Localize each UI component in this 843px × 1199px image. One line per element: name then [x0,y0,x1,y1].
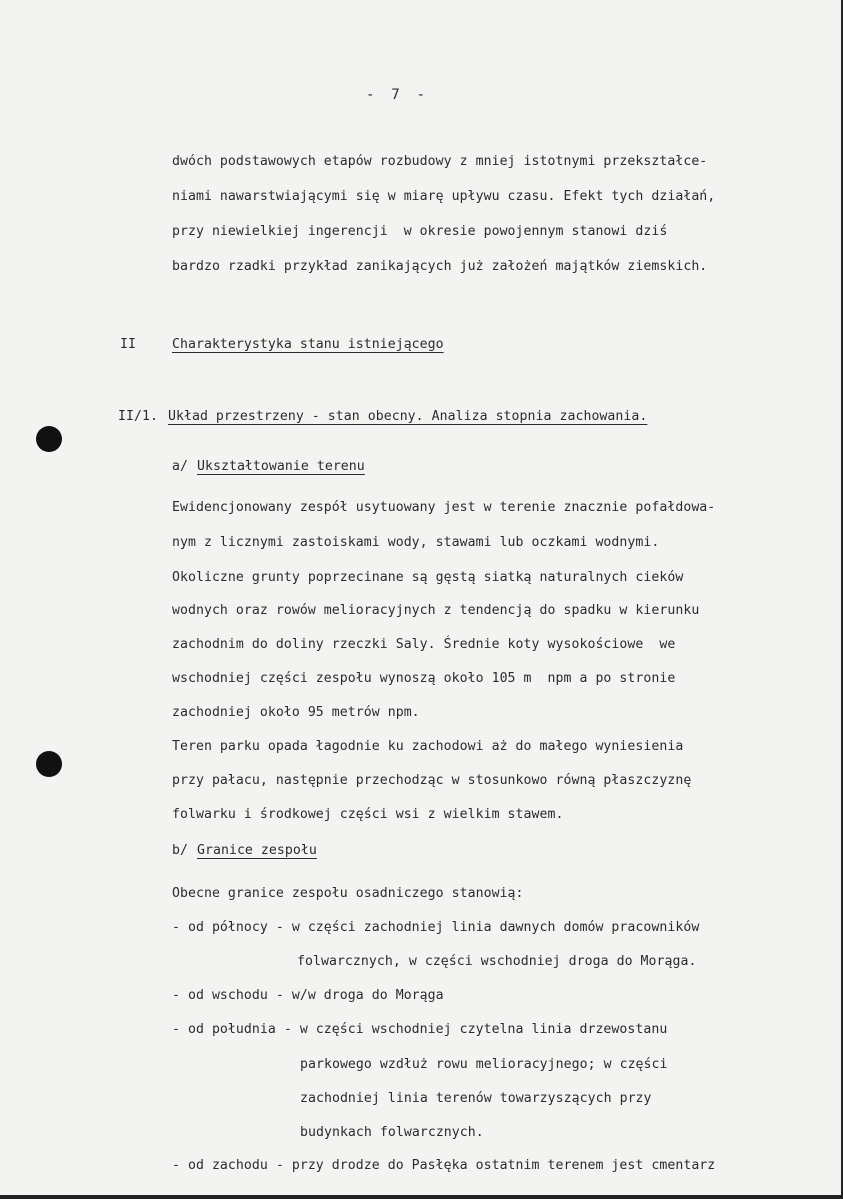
boundary-intro: Obecne granice zespołu osadniczego stanowią: [172,886,524,901]
terrain-line: wschodniej części zespołu wynoszą około 105 m npm a po stronie [172,671,676,686]
terrain-line: Teren parku opada łagodnie ku zachodowi aż do małego wyniesienia [172,739,684,754]
intro-line: niami nawarstwiającymi się w miarę upływu czasu. Efekt tych działań, [172,189,716,204]
boundary-line: - od południa - w części wschodniej czytelna linia drzewostanu [172,1022,668,1037]
terrain-line: Okoliczne grunty poprzecinane są gęstą siatką naturalnych cieków [172,570,684,585]
point-prefix: b/ [172,843,196,858]
terrain-line: folwarku i środkowej części wsi z wielkim stawem. [172,807,564,822]
section-number: II [120,337,136,352]
boundary-line: - od zachodu - przy drodze do Pasłęka ostatnim terenem jest cmentarz [172,1158,716,1173]
page-number: - 7 - [366,87,426,103]
terrain-line: przy pałacu, następnie przechodząc w stosunkowo równą płaszczyznę [172,773,692,788]
scan-edge-bottom [0,1195,843,1199]
punch-hole-top [36,426,62,452]
point-heading: Granice zespołu [197,843,317,858]
intro-line: dwóch podstawowych etapów rozbudowy z mniej istotnymi przekształce- [172,154,708,169]
boundary-line: folwarcznych, w części wschodniej droga do Morąga. [297,954,697,969]
boundary-line: - od północy - w części zachodniej linia dawnych domów pracowników [172,920,700,935]
point-heading: Ukształtowanie terenu [197,459,365,474]
intro-line: przy niewielkiej ingerencji w okresie powojennym stanowi dziś [172,224,668,239]
subsection-heading: Układ przestrzeny - stan obecny. Analiza stopnia zachowania. [168,409,648,424]
terrain-line: zachodniej około 95 metrów npm. [172,705,420,720]
boundary-line: parkowego wzdłuż rowu melioracyjnego; w części [300,1057,668,1072]
punch-hole-bottom [36,751,62,777]
section-heading: Charakterystyka stanu istniejącego [172,337,444,352]
terrain-line: zachodnim do doliny rzeczki Saly. Średnie koty wysokościowe we [172,637,676,652]
subsection-number: II/1. [118,409,158,424]
terrain-line: Ewidencjonowany zespół usytuowany jest w terenie znacznie pofałdowa- [172,500,716,515]
boundary-line: zachodniej linia terenów towarzyszących przy [300,1091,652,1106]
intro-line: bardzo rzadki przykład zanikających już założeń majątków ziemskich. [172,259,708,274]
boundary-line: budynkach folwarcznych. [300,1125,484,1140]
terrain-line: nym z licznymi zastoiskami wody, stawami lub oczkami wodnymi. [172,535,660,550]
point-prefix: a/ [172,459,196,474]
terrain-line: wodnych oraz rowów melioracyjnych z tendencją do spadku w kierunku [172,603,700,618]
boundary-line: - od wschodu - w/w droga do Morąga [172,988,444,1003]
